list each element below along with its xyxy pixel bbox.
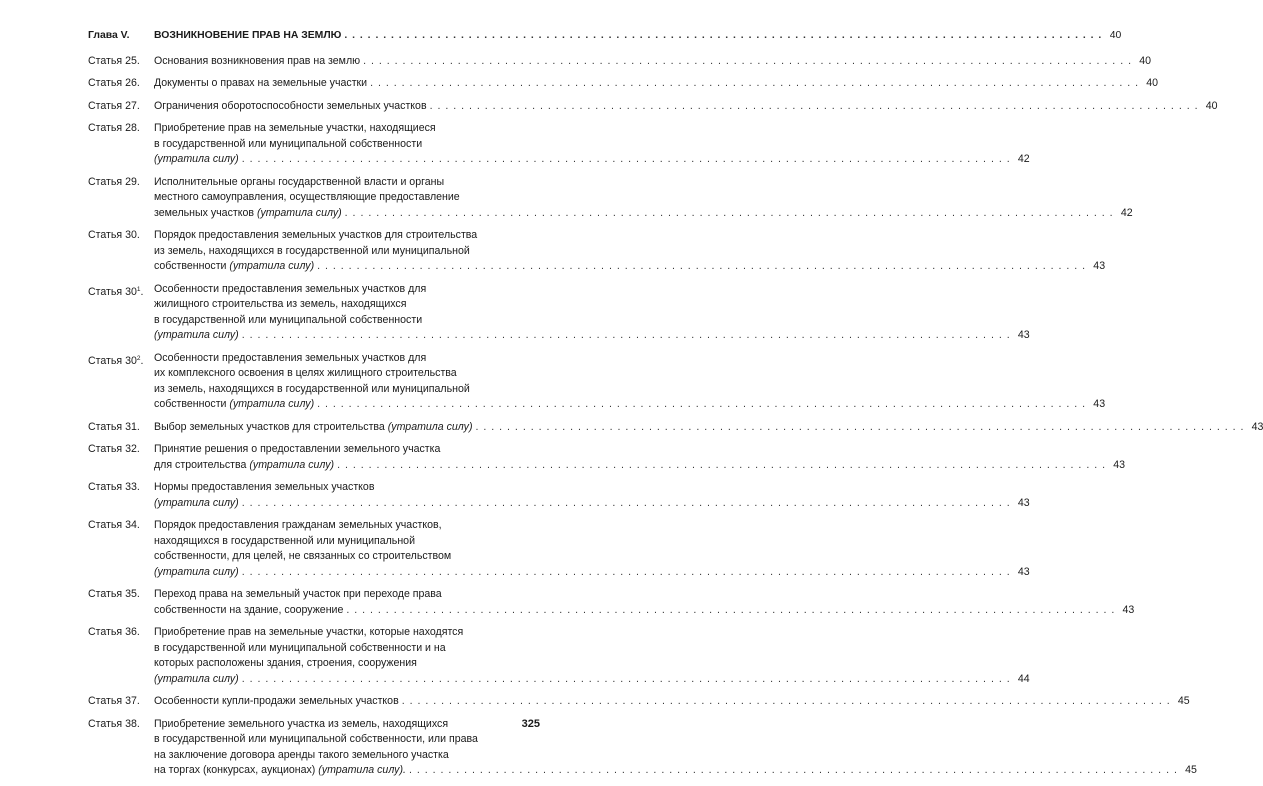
repealed-note: (утратила силу) bbox=[229, 260, 315, 272]
repealed-note: (утратила силу) bbox=[249, 458, 335, 471]
article-page: 40 bbox=[1205, 99, 1218, 112]
dot-leader bbox=[242, 496, 1011, 512]
article-title: Документы о правах на земельные участки bbox=[154, 77, 368, 89]
article-title-line: Порядок предоставления гражданам земельных участков, bbox=[154, 519, 442, 531]
article-page: 43 bbox=[1017, 329, 1030, 341]
article-page: 44 bbox=[1017, 672, 1030, 685]
dot-leader bbox=[242, 328, 1011, 344]
article-title: Особенности купли-продажи земельных участков bbox=[154, 695, 399, 707]
article-label: Статья 28. bbox=[88, 122, 140, 134]
article-title-line: собственности на здание, сооружение bbox=[154, 603, 344, 616]
toc-entry-article-37[interactable] bbox=[88, 694, 1190, 710]
article-page: 40 bbox=[1146, 77, 1159, 89]
article-page: 40 bbox=[1139, 54, 1152, 67]
article-title-line: Нормы предоставления земельных участков bbox=[154, 481, 375, 493]
article-title-line: для строительства bbox=[154, 458, 247, 471]
article-label: Статья 32. bbox=[88, 443, 140, 455]
dot-leader bbox=[363, 54, 1132, 70]
article-title-line: Переход права на земельный участок при переходе права bbox=[154, 588, 442, 600]
dot-leader bbox=[476, 420, 1245, 436]
toc-entry-article-28[interactable] bbox=[88, 121, 1030, 168]
dot-leader bbox=[402, 694, 1171, 710]
toc-entry-article-26[interactable] bbox=[88, 76, 1159, 92]
article-superscript: 1 bbox=[136, 285, 141, 293]
article-title-line: их комплексного освоения в целях жилищного строительства bbox=[154, 367, 457, 379]
article-label: Статья 25. bbox=[88, 54, 140, 67]
article-label: Статья 37. bbox=[88, 695, 140, 707]
article-title-line: в государственной или муниципальной собственности, или права bbox=[154, 733, 478, 745]
article-label: Статья 36. bbox=[88, 626, 140, 638]
dot-leader bbox=[430, 99, 1199, 115]
article-title-line: из земель, находящихся в государственной или муниципальной bbox=[154, 382, 470, 395]
article-label: Статья 35. bbox=[88, 588, 140, 600]
toc-chapter-heading bbox=[88, 28, 1122, 44]
article-title-line: в государственной или муниципальной собственности bbox=[154, 313, 423, 326]
toc-entry-article-33[interactable] bbox=[88, 480, 1030, 511]
dot-leader bbox=[409, 763, 1178, 779]
repealed-note: (утратила силу) bbox=[154, 565, 239, 578]
article-title-line: находящихся в государственной или муниципальной bbox=[154, 534, 415, 547]
dot-leader bbox=[317, 259, 1086, 275]
dot-leader bbox=[346, 603, 1115, 619]
article-label: Статья 38. bbox=[88, 717, 140, 730]
article-label: Статья 34. bbox=[88, 519, 140, 531]
toc-entry-article-27[interactable] bbox=[88, 99, 1218, 115]
dot-leader bbox=[345, 206, 1114, 222]
article-title: Основания возникновения прав на землю bbox=[154, 54, 361, 67]
toc-entry-article-30[interactable] bbox=[88, 228, 1106, 275]
toc-entry-article-35[interactable] bbox=[88, 587, 1135, 618]
article-page: 43 bbox=[1251, 420, 1263, 433]
repealed-note: (утратила силу) bbox=[387, 420, 473, 433]
article-title-line: на заключение договора аренды такого земельного участка bbox=[154, 748, 449, 761]
article-page: 43 bbox=[1093, 398, 1106, 410]
article-title: Выбор земельных участков для строительства bbox=[154, 420, 385, 433]
repealed-note: (утратила силу) bbox=[154, 672, 239, 685]
toc-entry-article-32[interactable] bbox=[88, 442, 1126, 473]
toc-entry-article-25[interactable] bbox=[88, 54, 1152, 70]
article-page: 43 bbox=[1093, 260, 1106, 272]
page-number: 325 bbox=[521, 718, 540, 730]
dot-leader bbox=[242, 565, 1011, 581]
toc-entry-article-29[interactable] bbox=[88, 175, 1133, 222]
dot-leader bbox=[370, 76, 1139, 92]
article-label: Статья $30^2$. bbox=[88, 354, 144, 367]
toc-entry-article-36[interactable] bbox=[88, 625, 1030, 687]
article-title-line: собственности bbox=[154, 398, 227, 410]
dot-leader bbox=[317, 397, 1086, 413]
toc-entry-article-31[interactable] bbox=[88, 420, 1263, 436]
article-title-line: Приобретение прав на земельные участки, находящиеся bbox=[154, 122, 436, 134]
article-title-line: Исполнительные органы государственной власти и органы bbox=[154, 175, 445, 188]
dot-leader bbox=[242, 152, 1011, 168]
article-title-line: Особенности предоставления земельных участков для bbox=[154, 351, 427, 364]
repealed-note: (утратила силу). bbox=[318, 764, 406, 776]
toc-entry-article-34[interactable] bbox=[88, 518, 1030, 580]
article-label: Статья 27. bbox=[88, 99, 140, 112]
article-title-line: жилищного строительства из земель, находящихся bbox=[154, 298, 407, 310]
article-title-line: в государственной или муниципальной собственности и на bbox=[154, 641, 446, 654]
article-title-line: в государственной или муниципальной собственности bbox=[154, 137, 423, 150]
toc-entry-article-30-1[interactable] bbox=[88, 282, 1030, 344]
repealed-note: (утратила силу) bbox=[154, 153, 239, 165]
article-title-line: из земель, находящихся в государственной или муниципальной bbox=[154, 244, 470, 257]
repealed-note: (утратила силу) bbox=[154, 329, 239, 341]
article-page: 42 bbox=[1120, 206, 1133, 219]
article-title-line: земельных участков bbox=[154, 206, 254, 219]
article-page: 43 bbox=[1017, 496, 1030, 509]
article-title-line: Особенности предоставления земельных участков для bbox=[154, 282, 427, 295]
repealed-note: (утратила силу) bbox=[154, 496, 239, 509]
dot-leader bbox=[337, 458, 1106, 474]
article-title-line: местного самоуправления, осуществляющие предоставление bbox=[154, 191, 460, 203]
article-title: Ограничения оборотоспособности земельных участков bbox=[154, 99, 427, 112]
article-page: 43 bbox=[1122, 603, 1135, 616]
chapter-page: 40 bbox=[1109, 30, 1122, 41]
toc-entry-article-30-2[interactable] bbox=[88, 351, 1106, 413]
article-label: Статья 31. bbox=[88, 420, 140, 433]
article-page: 43 bbox=[1113, 458, 1126, 471]
article-title-line: Принятие решения о предоставлении земельного участка bbox=[154, 443, 441, 455]
dot-leader bbox=[242, 672, 1011, 688]
article-page: 45 bbox=[1185, 764, 1197, 776]
article-label: Статья 29. bbox=[88, 175, 140, 188]
article-label: Статья 30. bbox=[88, 229, 140, 241]
article-page: 42 bbox=[1017, 153, 1030, 165]
article-title-line: собственности bbox=[154, 260, 227, 272]
article-page: 43 bbox=[1017, 565, 1030, 578]
article-title-line: на торгах (конкурсах, аукционах) bbox=[154, 764, 316, 776]
article-title-line: собственности, для целей, не связанных со строительством bbox=[154, 550, 452, 562]
chapter-title: ВОЗНИКНОВЕНИЕ ПРАВ НА ЗЕМЛЮ bbox=[154, 30, 342, 41]
article-title-line: Приобретение земельного участка из земель, находящихся bbox=[154, 717, 449, 730]
article-page: 45 bbox=[1177, 695, 1190, 707]
article-title-line: Порядок предоставления земельных участков для строительства bbox=[154, 229, 478, 241]
article-superscript: 2 bbox=[136, 354, 141, 362]
article-title-line: Приобретение прав на земельные участки, которые находятся bbox=[154, 626, 464, 638]
article-title-line: которых расположены здания, строения, сооружения bbox=[154, 657, 417, 669]
repealed-note: (утратила силу) bbox=[256, 206, 342, 219]
dot-leader bbox=[344, 28, 1102, 44]
article-label: Статья $30^1$. bbox=[88, 285, 144, 298]
article-label: Статья 26. bbox=[88, 77, 140, 89]
repealed-note: (утратила силу) bbox=[229, 398, 315, 410]
chapter-label: Глава V. bbox=[88, 30, 130, 41]
article-label: Статья 33. bbox=[88, 481, 140, 493]
